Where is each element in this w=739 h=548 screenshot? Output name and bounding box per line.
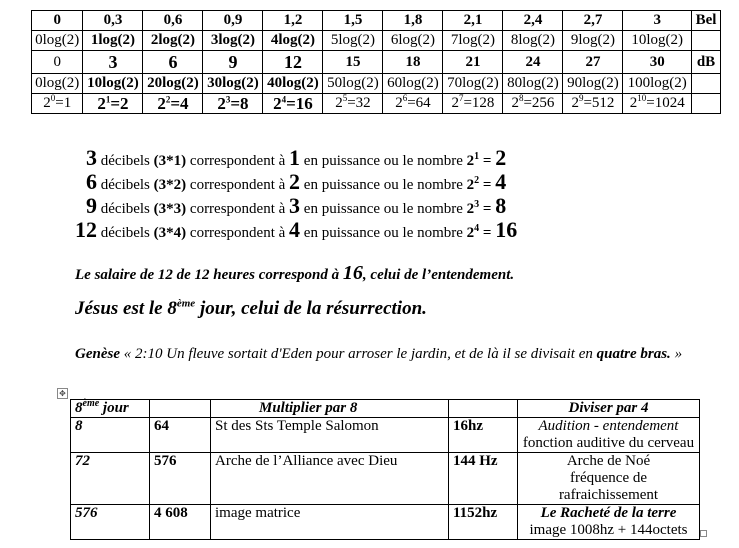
log-cell: 8log(2) xyxy=(503,31,563,51)
log-cell: 80log(2) xyxy=(503,74,563,94)
power-cell: $2^{10}=1024$ xyxy=(623,94,692,114)
cell-mult: 4 608 xyxy=(150,505,211,540)
log-cell: 30log(2) xyxy=(203,74,263,94)
header-day: 8ème jour xyxy=(71,400,150,418)
log-cell: 90log(2) xyxy=(563,74,623,94)
cell-freq: 16hz xyxy=(449,418,518,453)
log-cell: 10log(2) xyxy=(83,74,143,94)
log-cell: 0log(2) xyxy=(32,74,83,94)
cell-desc: Audition - entendement fonction auditive du cerveau xyxy=(518,418,700,453)
db-cell: 15 xyxy=(323,51,383,74)
decibel-sentence: 12 décibels (3*4) correspondent à 4 en puissance ou le nombre $2^4 = 16$ xyxy=(75,217,518,242)
cell-label: St des Sts Temple Salomon xyxy=(211,418,449,453)
log-cell: 10log(2) xyxy=(623,31,692,51)
db-cell: 0 xyxy=(32,51,83,74)
multiply-table xyxy=(70,399,700,540)
db-cell: 12 xyxy=(263,51,323,74)
power-cell: $2^2=4$ xyxy=(143,94,203,114)
bel-cell: 0,6 xyxy=(143,11,203,31)
power-cell: $2^5=32$ xyxy=(323,94,383,114)
db-cell: 30 xyxy=(623,51,692,74)
log-cell: 5log(2) xyxy=(323,31,383,51)
log-cell: 60log(2) xyxy=(383,74,443,94)
cell-freq: 144 Hz xyxy=(449,453,518,505)
table-resize-handle[interactable] xyxy=(700,530,707,537)
db-cell: 18 xyxy=(383,51,443,74)
cell-day: 8 xyxy=(71,418,150,453)
table-move-handle-icon[interactable]: ✥ xyxy=(57,388,68,399)
table-row xyxy=(71,418,700,453)
decibel-sentence: 9 décibels (3*3) correspondent à 3 en puissance ou le nombre $2^3 = 8$ xyxy=(86,193,507,218)
cell-desc: Arche de Noé fréquence de rafraichissement xyxy=(518,453,700,505)
bel-row xyxy=(32,11,721,31)
cell-day: 72 xyxy=(71,453,150,505)
log-cell: 40log(2) xyxy=(263,74,323,94)
cell-label: Arche de l’Alliance avec Dieu xyxy=(211,453,449,505)
log-cell: 70log(2) xyxy=(443,74,503,94)
bel-unit: Bel xyxy=(692,11,721,31)
genese-quote: Genèse « 2:10 Un fleuve sortait d'Eden pour arroser le jardin, et de là il se divisait en quatre bras. » xyxy=(75,346,683,362)
db-unit: dB xyxy=(692,51,721,74)
bel-cell: 2,1 xyxy=(443,11,503,31)
jesus-note: Jésus est le 8ème jour, celui de la résurrection. xyxy=(75,297,427,319)
power-cell: $2^3=8$ xyxy=(203,94,263,114)
cell-mult: 576 xyxy=(150,453,211,505)
decibel-sentence: 3 décibels (3*1) correspondent à 1 en puissance ou le nombre $2^1 = 2$ xyxy=(86,145,507,170)
power-cell: $2^0=1$ xyxy=(32,94,83,114)
header-multiply: Multiplier par 8 xyxy=(211,400,449,418)
log-cell xyxy=(692,74,721,94)
power-cell: $2^6=64$ xyxy=(383,94,443,114)
bel-cell: 3 xyxy=(623,11,692,31)
log-cell: 100log(2) xyxy=(623,74,692,94)
power-cell: $2^1=2$ xyxy=(83,94,143,114)
cell-label: image matrice xyxy=(211,505,449,540)
bel-cell: 1,8 xyxy=(383,11,443,31)
log-cell: 50log(2) xyxy=(323,74,383,94)
cell-freq: 1152hz xyxy=(449,505,518,540)
cell-mult: 64 xyxy=(150,418,211,453)
log-cell: 20log(2) xyxy=(143,74,203,94)
db-cell: 27 xyxy=(563,51,623,74)
bel-cell: 1,2 xyxy=(263,11,323,31)
log-cell: 7log(2) xyxy=(443,31,503,51)
header-divide: Diviser par 4 xyxy=(518,400,700,418)
power-cell: $2^8=256$ xyxy=(503,94,563,114)
db-cell: 9 xyxy=(203,51,263,74)
log-cell: 9log(2) xyxy=(563,31,623,51)
bel-cell: 0,3 xyxy=(83,11,143,31)
bel-cell: 0 xyxy=(32,11,83,31)
db-cell: 6 xyxy=(143,51,203,74)
log-cell xyxy=(692,31,721,51)
log-cell: 4log(2) xyxy=(263,31,323,51)
header-empty xyxy=(150,400,211,418)
header-empty xyxy=(449,400,518,418)
log-row-1 xyxy=(32,31,721,51)
log-cell: 0log(2) xyxy=(32,31,83,51)
log-cell: 3log(2) xyxy=(203,31,263,51)
power-cell: $2^9=512$ xyxy=(563,94,623,114)
bel-cell: 0,9 xyxy=(203,11,263,31)
cell-day: 576 xyxy=(71,505,150,540)
power-row xyxy=(32,94,721,114)
table-row xyxy=(71,505,700,540)
bel-cell: 1,5 xyxy=(323,11,383,31)
bel-cell: 2,7 xyxy=(563,11,623,31)
db-row xyxy=(32,51,721,74)
log-cell: 6log(2) xyxy=(383,31,443,51)
log-cell: 1log(2) xyxy=(83,31,143,51)
salary-note: Le salaire de 12 de 12 heures correspond à 16, celui de l’entendement. xyxy=(75,262,515,284)
log-row-2 xyxy=(32,74,721,94)
cell-desc: Le Racheté de la terre image 1008hz + 144octets xyxy=(518,505,700,540)
log-table xyxy=(31,10,721,114)
table-header-row xyxy=(71,400,700,418)
power-cell: $2^7=128$ xyxy=(443,94,503,114)
table-row xyxy=(71,453,700,505)
log-cell: 2log(2) xyxy=(143,31,203,51)
db-cell: 3 xyxy=(83,51,143,74)
bel-cell: 2,4 xyxy=(503,11,563,31)
db-cell: 24 xyxy=(503,51,563,74)
decibel-sentence: 6 décibels (3*2) correspondent à 2 en puissance ou le nombre $2^2 = 4$ xyxy=(86,169,507,194)
power-cell: $2^4=16$ xyxy=(263,94,323,114)
power-cell xyxy=(692,94,721,114)
db-cell: 21 xyxy=(443,51,503,74)
